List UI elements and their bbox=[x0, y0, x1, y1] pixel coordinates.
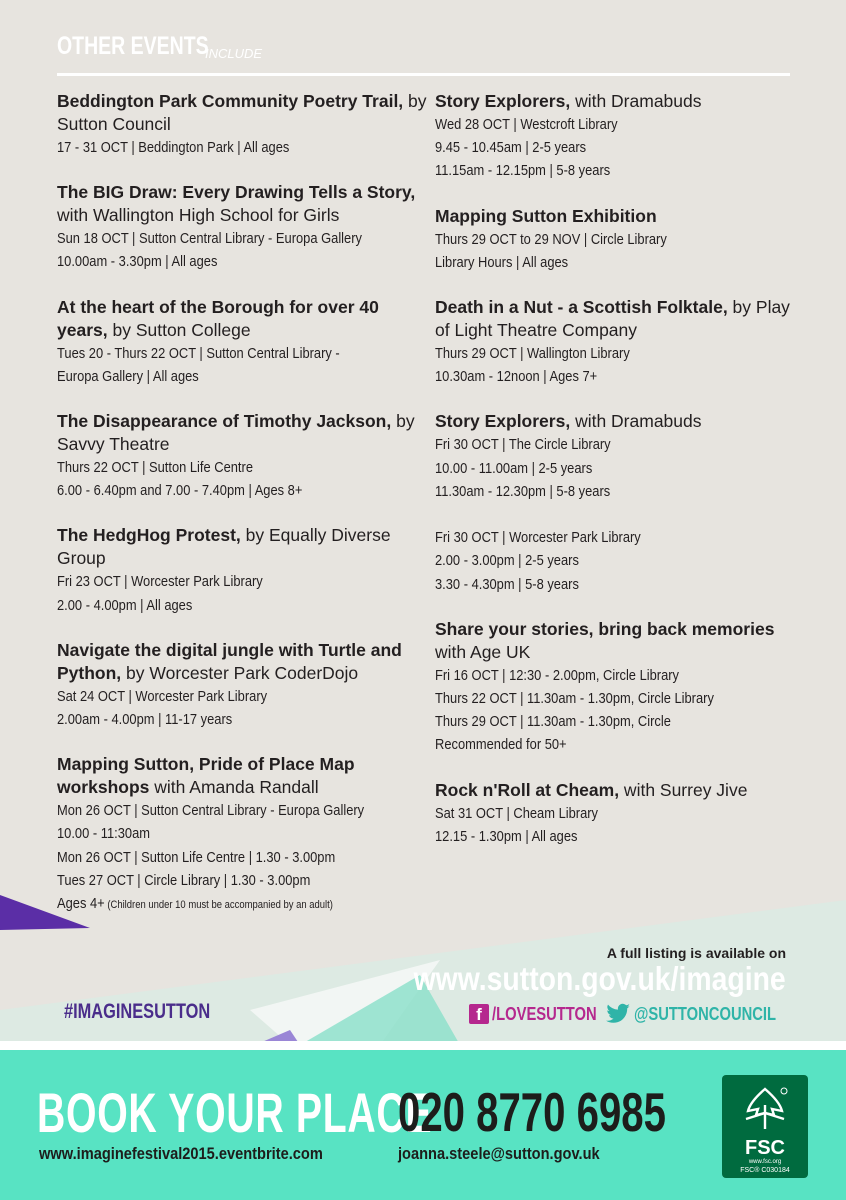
event-name: The HedgHog Protest, bbox=[57, 525, 241, 546]
ages-note: (Children under 10 must be accompanied by an adult) bbox=[104, 899, 333, 912]
event-detail: 2.00 - 3.00pm | 2-5 years bbox=[435, 552, 579, 570]
event-detail: 11.15am - 12.15pm | 5-8 years bbox=[435, 162, 611, 180]
event-detail: 10.30am - 12noon | Ages 7+ bbox=[435, 368, 598, 386]
event-title bbox=[57, 181, 427, 227]
event-name: Share your stories, bring back memories bbox=[435, 618, 775, 639]
event-listing bbox=[435, 779, 805, 848]
event-title bbox=[57, 524, 427, 570]
event-ages bbox=[57, 892, 375, 917]
facebook-link[interactable]: /LOVESUTTON bbox=[492, 1003, 597, 1024]
event-detail: Mon 26 OCT | Sutton Central Library - Europa Gallery bbox=[57, 802, 365, 820]
email-link[interactable]: joanna.steele@sutton.gov.uk bbox=[398, 1144, 600, 1163]
event-name: At the heart of the Borough for over 40 years, bbox=[57, 296, 379, 340]
event-listing bbox=[435, 296, 805, 388]
book-heading: BOOK YOUR PLACE bbox=[37, 1081, 433, 1144]
event-name: Mapping Sutton Exhibition bbox=[435, 205, 657, 226]
event-detail: Fri 23 OCT | Worcester Park Library bbox=[57, 573, 263, 591]
event-detail: Tues 27 OCT | Circle Library | 1.30 - 3.00pm bbox=[57, 871, 311, 889]
fsc-label: FSC bbox=[745, 1137, 785, 1159]
event-detail: Thurs 22 OCT | Sutton Life Centre bbox=[57, 459, 253, 477]
left-column bbox=[57, 90, 427, 939]
fsc-badge bbox=[722, 1075, 808, 1178]
event-title bbox=[57, 753, 427, 799]
event-name: Story Explorers, bbox=[435, 91, 571, 111]
fsc-code: FSC® C030184 bbox=[740, 1167, 790, 1174]
event-detail: 11.30am - 12.30pm | 5-8 years bbox=[435, 482, 611, 500]
event-listing bbox=[57, 181, 427, 273]
event-detail: Fri 16 OCT | 12:30 - 2.00pm, Circle Library bbox=[435, 666, 679, 684]
section-subtitle: INCLUDE bbox=[205, 46, 263, 61]
event-listing bbox=[435, 90, 805, 183]
social-links bbox=[469, 1001, 807, 1027]
event-listing bbox=[57, 639, 427, 731]
event-organiser: by Sutton College bbox=[107, 319, 251, 340]
event-listing bbox=[57, 90, 427, 159]
section-title: OTHER EVENTS bbox=[57, 32, 209, 60]
event-organiser: by Play of Light Theatre Company bbox=[435, 297, 790, 341]
event-detail: 12.15 - 1.30pm | All ages bbox=[435, 827, 578, 845]
footer-divider bbox=[0, 1041, 846, 1050]
event-name: The Disappearance of Timothy Jackson, bbox=[57, 411, 392, 432]
event-detail: Sun 18 OCT | Sutton Central Library - Europa Gallery bbox=[57, 230, 362, 248]
event-detail: 2.00 - 4.00pm | All ages bbox=[57, 596, 193, 614]
event-detail: Sat 24 OCT | Worcester Park Library bbox=[57, 687, 268, 705]
event-detail: 10.00 - 11:30am bbox=[57, 825, 151, 843]
event-listing bbox=[57, 524, 427, 616]
event-detail: Mon 26 OCT | Sutton Life Centre | 1.30 - 3.00pm bbox=[57, 848, 336, 866]
fsc-url: www.fsc.org bbox=[748, 1159, 782, 1165]
event-detail bbox=[435, 503, 753, 526]
event-name: The BIG Draw: Every Drawing Tells a Story, bbox=[57, 182, 416, 203]
event-title bbox=[435, 618, 805, 664]
hashtag: #IMAGINESUTTON bbox=[64, 1000, 211, 1023]
event-name: Mapping Sutton, Pride of Place Map workshops bbox=[57, 754, 355, 798]
event-detail: 10.00 - 11.00am | 2-5 years bbox=[435, 459, 593, 477]
event-organiser: with Amanda Randall bbox=[149, 777, 319, 798]
event-detail: Wed 28 OCT | Westcroft Library bbox=[435, 116, 618, 133]
event-organiser: with Age UK bbox=[435, 641, 531, 662]
ages-label: Ages 4+ bbox=[57, 895, 105, 913]
phone-number[interactable]: 020 8770 6985 bbox=[398, 1081, 666, 1143]
event-name: Navigate the digital jungle with Turtle and Python, bbox=[57, 639, 402, 683]
event-title bbox=[435, 296, 805, 342]
event-listing bbox=[57, 296, 427, 388]
listing-note: A full listing is available on bbox=[606, 945, 786, 961]
eventbrite-link[interactable]: www.imaginefestival2015.eventbrite.com bbox=[39, 1144, 323, 1163]
event-name: Beddington Park Community Poetry Trail, bbox=[57, 91, 404, 111]
event-organiser: by Worcester Park CoderDojo bbox=[121, 662, 359, 683]
event-title bbox=[57, 90, 427, 136]
event-organiser: with Dramabuds bbox=[570, 411, 702, 432]
twitter-link[interactable]: @SUTTONCOUNCIL bbox=[633, 1003, 776, 1024]
event-detail: 9.45 - 10.45am | 2-5 years bbox=[435, 139, 587, 157]
event-title bbox=[435, 779, 805, 802]
event-title bbox=[435, 205, 805, 228]
event-detail: Recommended for 50+ bbox=[435, 736, 567, 754]
fsc-tree-icon bbox=[740, 1085, 790, 1133]
event-listing bbox=[435, 205, 805, 274]
event-detail: Tues 20 - Thurs 22 OCT | Sutton Central Library - bbox=[57, 344, 340, 362]
twitter-icon bbox=[606, 1003, 632, 1025]
header-rule bbox=[57, 73, 790, 76]
event-detail: Fri 30 OCT | The Circle Library bbox=[435, 436, 611, 454]
event-detail: Thurs 29 OCT to 29 NOV | Circle Library bbox=[435, 230, 667, 248]
event-name: Story Explorers, bbox=[435, 411, 571, 432]
event-organiser: with Wallington High School for Girls bbox=[57, 205, 340, 226]
right-column bbox=[435, 90, 805, 870]
event-detail: Library Hours | All ages bbox=[435, 253, 569, 271]
event-listing bbox=[57, 410, 427, 502]
event-detail: 3.30 - 4.30pm | 5-8 years bbox=[435, 575, 579, 593]
event-detail: Fri 30 OCT | Worcester Park Library bbox=[435, 529, 641, 547]
event-title bbox=[57, 410, 427, 456]
event-detail: 10.00am - 3.30pm | All ages bbox=[57, 253, 218, 271]
event-listing bbox=[57, 753, 427, 917]
event-organiser: by Equally Diverse Group bbox=[57, 525, 391, 569]
event-organiser: with Surrey Jive bbox=[619, 779, 748, 800]
event-listing bbox=[435, 618, 805, 757]
event-detail: Thurs 22 OCT | 11.30am - 1.30pm, Circle Library bbox=[435, 690, 714, 708]
event-organiser: with Dramabuds bbox=[570, 91, 702, 111]
event-detail: Thurs 29 OCT | 11.30am - 1.30pm, Circle bbox=[435, 713, 671, 731]
event-title bbox=[57, 296, 427, 342]
event-name: Death in a Nut - a Scottish Folktale, bbox=[435, 297, 728, 318]
website-link[interactable]: www.sutton.gov.uk/imagine bbox=[413, 960, 786, 997]
event-detail: Thurs 29 OCT | Wallington Library bbox=[435, 345, 630, 363]
facebook-icon: f bbox=[469, 1004, 489, 1024]
event-detail: 17 - 31 OCT | Beddington Park | All ages bbox=[57, 139, 290, 156]
event-organiser: by Savvy Theatre bbox=[57, 411, 415, 455]
event-detail: 2.00am - 4.00pm | 11-17 years bbox=[57, 711, 233, 729]
event-listing bbox=[435, 410, 805, 595]
event-title bbox=[435, 90, 805, 113]
event-detail: 6.00 - 6.40pm and 7.00 - 7.40pm | Ages 8+ bbox=[57, 482, 303, 500]
event-detail: Sat 31 OCT | Cheam Library bbox=[435, 804, 598, 822]
event-title bbox=[57, 639, 427, 685]
event-organiser: by Sutton Council bbox=[57, 91, 427, 134]
section-header bbox=[57, 32, 263, 61]
event-detail: Europa Gallery | All ages bbox=[57, 367, 199, 385]
event-name: Rock n'Roll at Cheam, bbox=[435, 779, 620, 800]
event-title bbox=[435, 410, 805, 433]
